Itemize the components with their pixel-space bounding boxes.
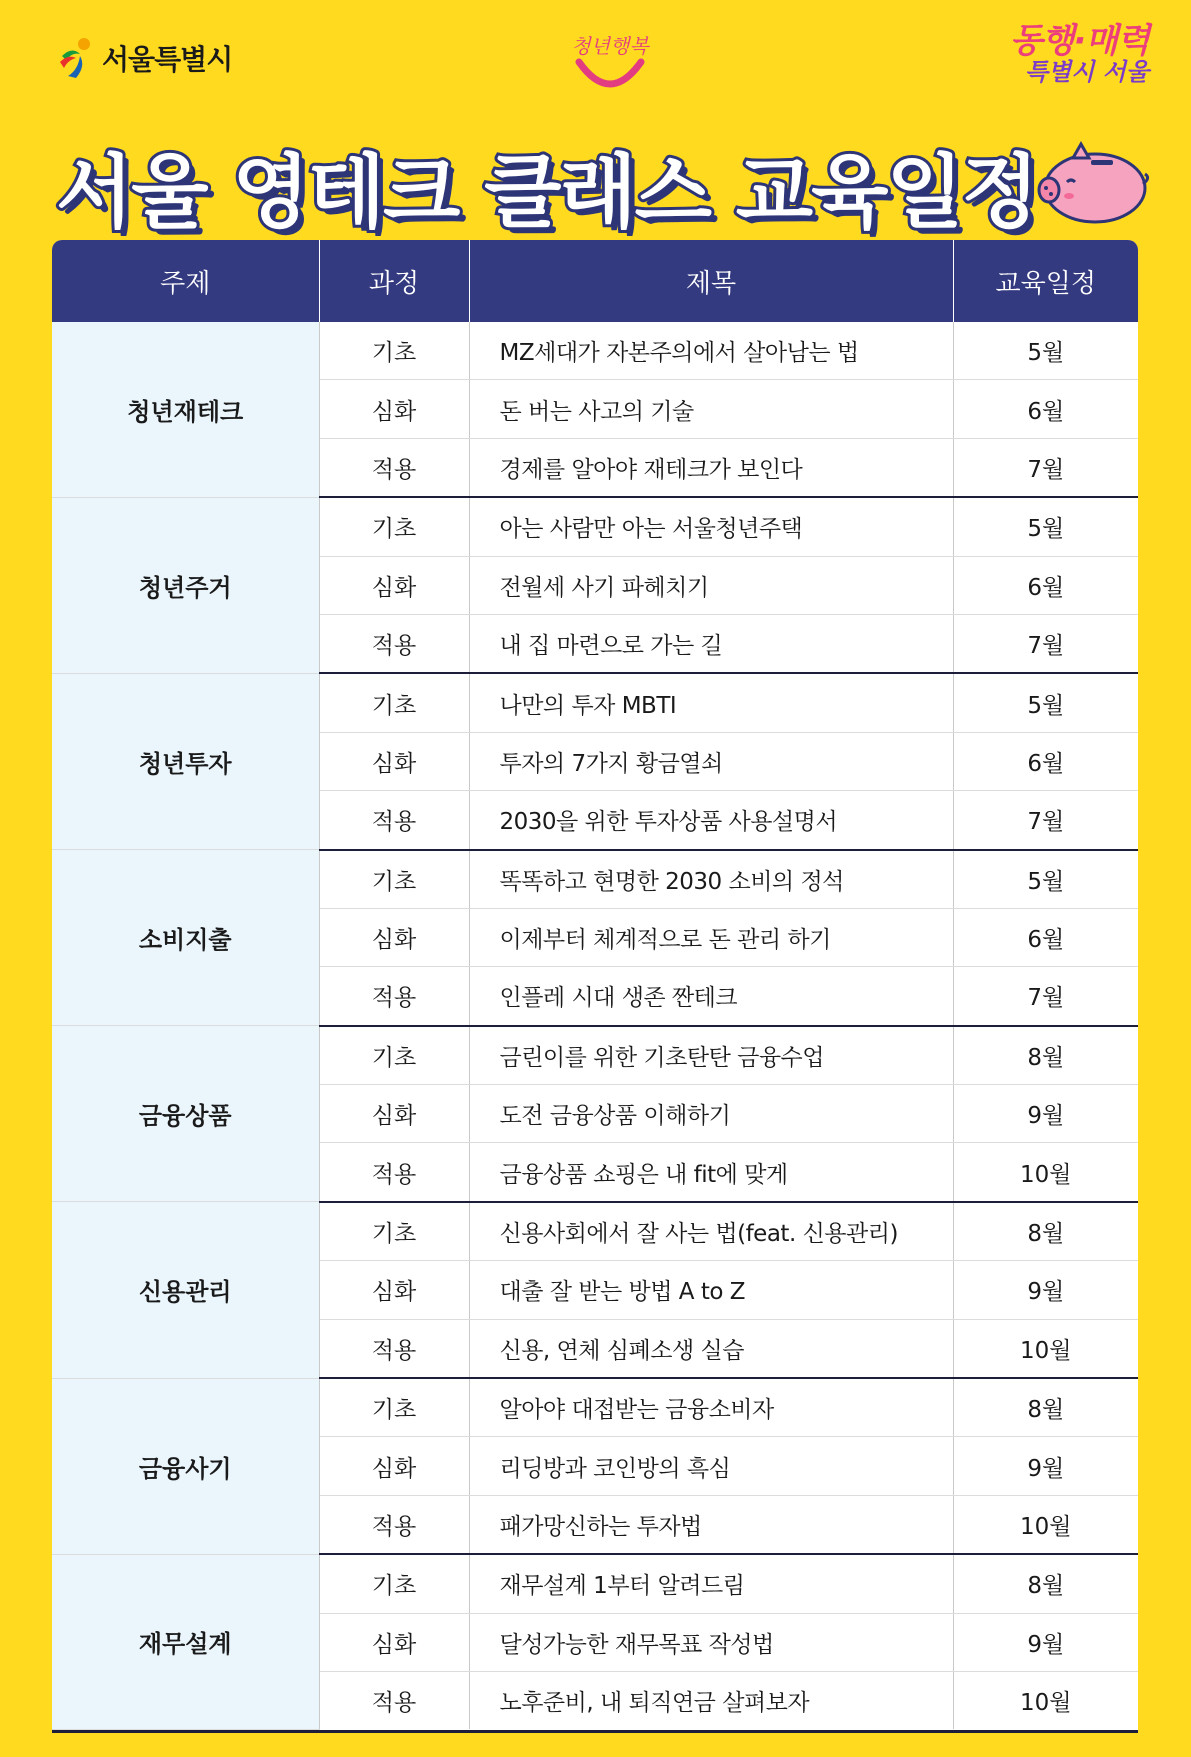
schedule-month-cell: 10월	[953, 1319, 1138, 1378]
course-level-cell: 심화	[319, 1437, 469, 1495]
course-level-cell: 기초	[319, 1202, 469, 1261]
youth-logo-text: 청년행복	[571, 34, 649, 58]
column-header-schedule: 교육일정	[953, 240, 1138, 322]
table-row	[52, 1202, 1138, 1261]
seoul-city-logo[interactable]	[58, 36, 232, 80]
schedule-month-cell: 7월	[953, 791, 1138, 850]
schedule-month-cell: 7월	[953, 614, 1138, 673]
class-title-cell: MZ세대가 자본주의에서 살아남는 법	[469, 322, 953, 380]
schedule-month-cell: 9월	[953, 1437, 1138, 1495]
course-level-cell: 적용	[319, 1495, 469, 1554]
course-level-cell: 적용	[319, 791, 469, 850]
class-title-cell: 도전 금융상품 이해하기	[469, 1085, 953, 1143]
table-row	[52, 673, 1138, 732]
class-title-cell: 아는 사람만 아는 서울청년주택	[469, 497, 953, 556]
course-level-cell: 적용	[319, 1671, 469, 1729]
schedule-month-cell: 9월	[953, 1085, 1138, 1143]
subject-cell: 청년투자	[52, 673, 319, 849]
subject-cell: 청년재테크	[52, 322, 319, 497]
class-title-cell: 이제부터 체계적으로 돈 관리 하기	[469, 908, 953, 966]
table-row	[52, 1026, 1138, 1085]
course-level-cell: 심화	[319, 380, 469, 438]
column-header-course: 과정	[319, 240, 469, 322]
schedule-month-cell: 7월	[953, 438, 1138, 497]
class-title-cell: 알아야 대접받는 금융소비자	[469, 1378, 953, 1437]
class-title-cell: 신용사회에서 잘 사는 법(feat. 신용관리)	[469, 1202, 953, 1261]
table-row	[52, 1554, 1138, 1613]
schedule-month-cell: 8월	[953, 1554, 1138, 1613]
schedule-month-cell: 10월	[953, 1143, 1138, 1202]
header	[0, 0, 1191, 120]
class-title-cell: 내 집 마련으로 가는 길	[469, 614, 953, 673]
class-title-cell: 리딩방과 코인방의 흑심	[469, 1437, 953, 1495]
seoul-symbol-icon	[58, 36, 94, 80]
title-area	[0, 128, 1191, 238]
course-level-cell: 적용	[319, 1143, 469, 1202]
class-title-cell: 돈 버는 사고의 기술	[469, 380, 953, 438]
class-title-cell: 2030을 위한 투자상품 사용설명서	[469, 791, 953, 850]
class-title-cell: 나만의 투자 MBTI	[469, 673, 953, 732]
schedule-month-cell: 8월	[953, 1378, 1138, 1437]
class-title-cell: 달성가능한 재무목표 작성법	[469, 1613, 953, 1671]
course-level-cell: 심화	[319, 1613, 469, 1671]
companion-attraction-logo	[1009, 21, 1149, 86]
course-level-cell: 적용	[319, 614, 469, 673]
seoul-logo-text: 서울특별시	[102, 43, 233, 76]
course-level-cell: 기초	[319, 1378, 469, 1437]
schedule-month-cell: 6월	[953, 380, 1138, 438]
schedule-table-container	[52, 240, 1138, 1733]
course-level-cell: 심화	[319, 1261, 469, 1319]
class-title-cell: 똑똑하고 현명한 2030 소비의 정석	[469, 850, 953, 909]
course-level-cell: 기초	[319, 1026, 469, 1085]
class-title-cell: 금융상품 쇼핑은 내 fit에 맞게	[469, 1143, 953, 1202]
class-title-cell: 인플레 시대 생존 짠테크	[469, 967, 953, 1026]
subject-cell: 신용관리	[52, 1202, 319, 1378]
class-title-cell: 경제를 알아야 재테크가 보인다	[469, 438, 953, 497]
course-level-cell: 적용	[319, 1319, 469, 1378]
course-level-cell: 기초	[319, 673, 469, 732]
subject-cell: 청년주거	[52, 497, 319, 673]
course-level-cell: 기초	[319, 497, 469, 556]
piggy-bank-icon	[1033, 138, 1151, 228]
schedule-month-cell: 7월	[953, 967, 1138, 1026]
schedule-table	[52, 240, 1138, 1730]
schedule-month-cell: 6월	[953, 556, 1138, 614]
subject-cell: 금융사기	[52, 1378, 319, 1554]
youth-happiness-logo	[555, 30, 665, 100]
schedule-month-cell: 6월	[953, 732, 1138, 790]
course-level-cell: 적용	[319, 967, 469, 1026]
table-row	[52, 322, 1138, 380]
class-title-cell: 대출 잘 받는 방법 A to Z	[469, 1261, 953, 1319]
schedule-month-cell: 8월	[953, 1026, 1138, 1085]
course-level-cell: 심화	[319, 556, 469, 614]
class-title-cell: 노후준비, 내 퇴직연금 살펴보자	[469, 1671, 953, 1729]
course-level-cell: 기초	[319, 850, 469, 909]
subject-cell: 재무설계	[52, 1554, 319, 1729]
schedule-month-cell: 5월	[953, 673, 1138, 732]
right-logo-line2: 특별시 서울	[1024, 57, 1149, 86]
course-level-cell: 심화	[319, 732, 469, 790]
schedule-month-cell: 5월	[953, 497, 1138, 556]
schedule-month-cell: 5월	[953, 850, 1138, 909]
schedule-month-cell: 8월	[953, 1202, 1138, 1261]
column-header-subject: 주제	[52, 240, 319, 322]
table-row	[52, 497, 1138, 556]
schedule-month-cell: 10월	[1020, 1690, 1072, 1717]
class-title-cell: 전월세 사기 파헤치기	[469, 556, 953, 614]
schedule-month-cell: 9월	[953, 1613, 1138, 1671]
schedule-month-cell: 9월	[953, 1261, 1138, 1319]
schedule-month-cell: 6월	[953, 908, 1138, 966]
schedule-month-cell: 10월	[953, 1495, 1138, 1554]
page-title: 서울 영테크 클래스 교육일정	[56, 146, 1037, 239]
table-header-row	[52, 240, 1138, 322]
class-title-cell: 투자의 7가지 황금열쇠	[469, 732, 953, 790]
class-title-cell: 금린이를 위한 기초탄탄 금융수업	[469, 1026, 953, 1085]
class-title-cell: 신용, 연체 심폐소생 실습	[469, 1319, 953, 1378]
course-level-cell: 심화	[319, 1085, 469, 1143]
schedule-month-cell: 5월	[953, 322, 1138, 380]
table-body	[52, 322, 1138, 1729]
column-header-title: 제목	[469, 240, 953, 322]
subject-cell: 소비지출	[52, 850, 319, 1026]
smile-icon	[575, 58, 645, 94]
table-row	[52, 1378, 1138, 1437]
right-logo-line1: 동행·매력	[1009, 21, 1149, 61]
subject-cell: 금융상품	[52, 1026, 319, 1202]
class-title-cell: 패가망신하는 투자법	[469, 1495, 953, 1554]
course-level-cell: 심화	[319, 908, 469, 966]
course-level-cell: 기초	[319, 322, 469, 380]
table-row	[52, 850, 1138, 909]
class-title-cell: 재무설계 1부터 알려드림	[469, 1554, 953, 1613]
course-level-cell: 기초	[319, 1554, 469, 1613]
course-level-cell: 적용	[319, 438, 469, 497]
